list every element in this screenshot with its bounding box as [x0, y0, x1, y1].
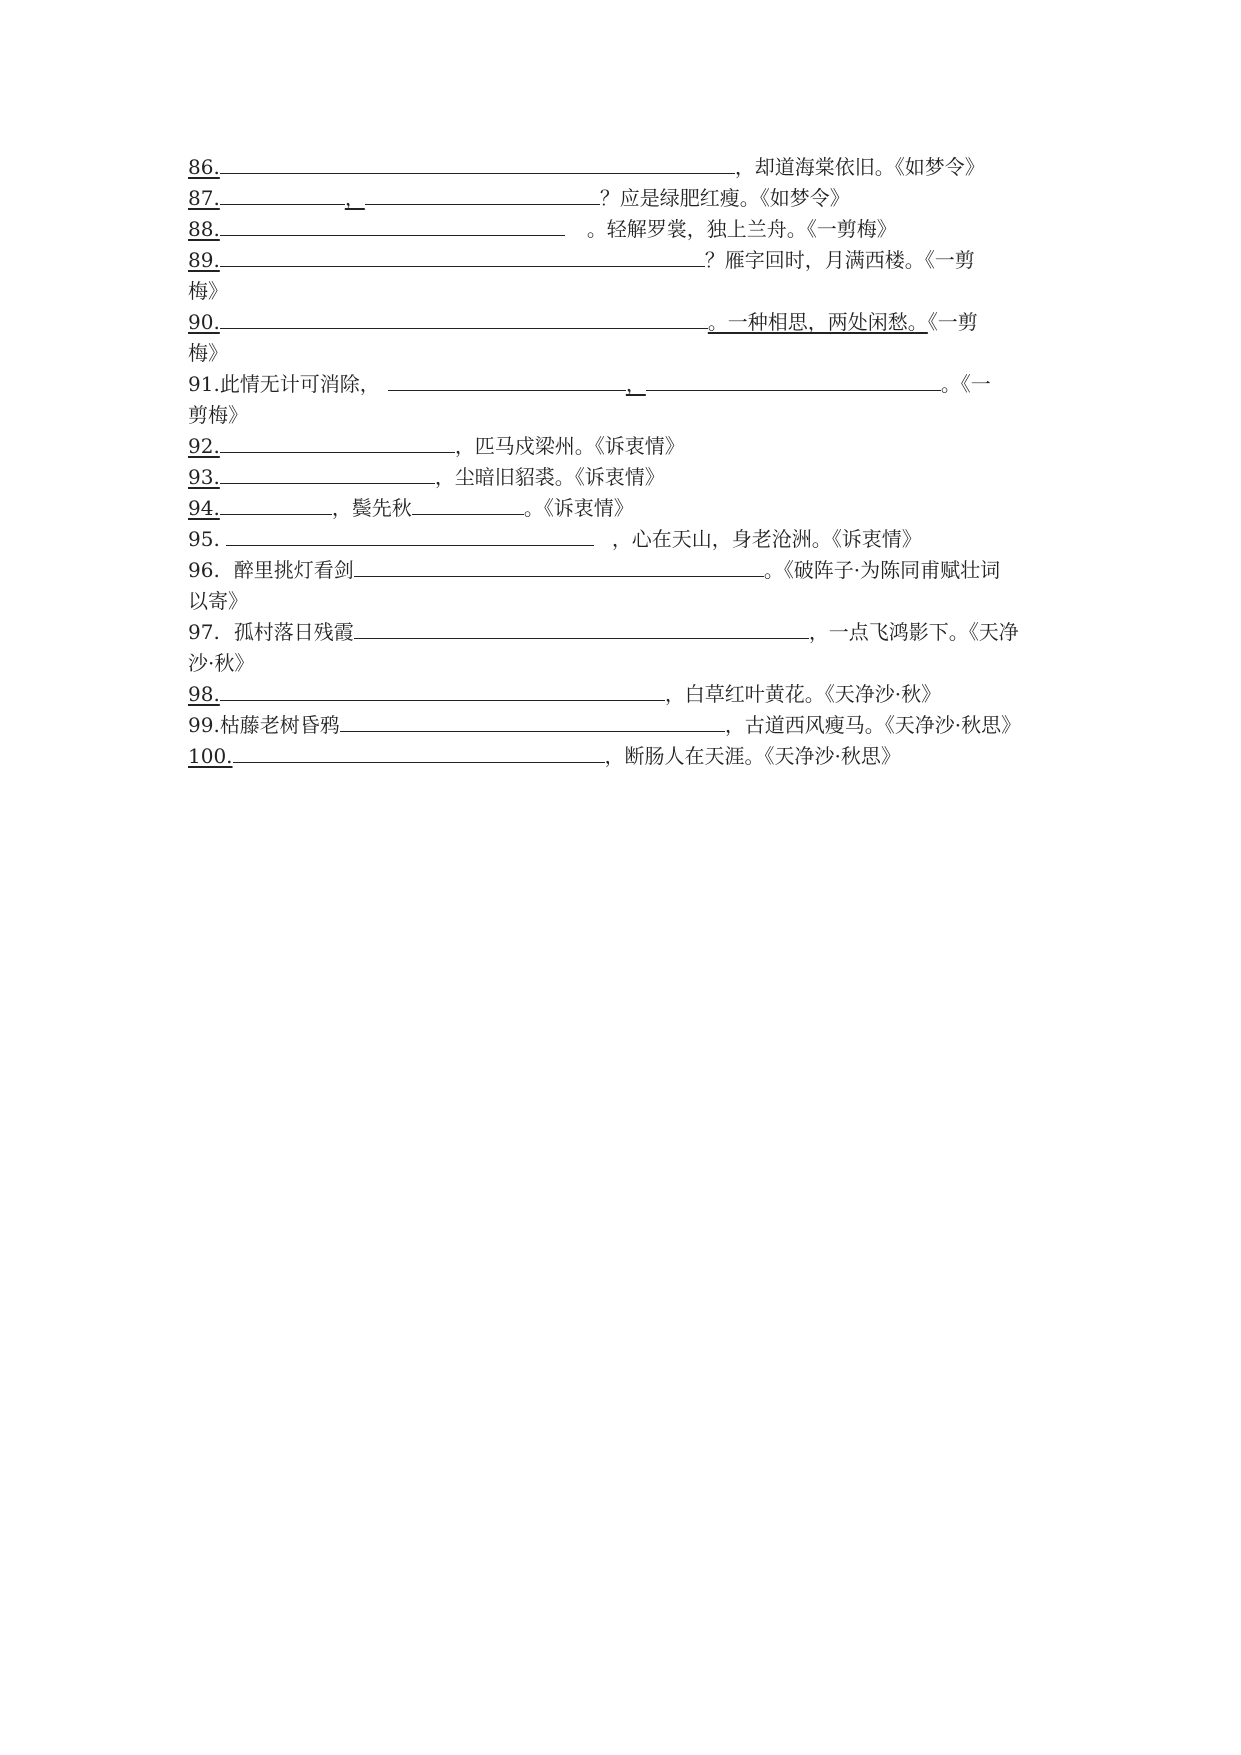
question-number: 99. [188, 713, 220, 737]
verse-text: ，白草红叶黄花。 [664, 682, 825, 706]
question-number: 88. [188, 217, 220, 241]
answer-blank[interactable] [365, 183, 600, 205]
verse-text: ，断肠人在天涯。 [604, 744, 765, 768]
verse-text: ，古道西风瘦马。 [724, 713, 885, 737]
answer-blank[interactable] [220, 245, 705, 267]
verse-text: 枯藤老树昏鸦 [219, 713, 340, 737]
question-86 [188, 152, 1068, 183]
answer-blank[interactable] [354, 555, 764, 577]
answer-blank[interactable] [388, 369, 626, 391]
poem-source: 《天净沙·秋思》 [884, 713, 1022, 737]
question-93 [188, 462, 1068, 493]
question-number: 98. [188, 682, 220, 706]
verse-text: 。轻解罗裳，独上兰舟。 [586, 217, 807, 241]
answer-blank[interactable] [220, 431, 455, 453]
question-99 [188, 710, 1068, 741]
poem-source: 《一剪梅》 [806, 217, 897, 241]
question-100 [188, 741, 1068, 772]
question-number: 96. [188, 558, 220, 582]
answer-blank[interactable] [220, 679, 665, 701]
question-94 [188, 493, 1068, 524]
question-number: 92. [188, 434, 220, 458]
poem-source: 《天净 [968, 620, 1019, 644]
answer-blank[interactable] [220, 307, 708, 329]
verse-text: ，尘暗旧貂裘。 [434, 465, 575, 489]
answer-blank[interactable] [220, 462, 435, 484]
verse-text: ？应是绿肥红瘦。 [599, 186, 760, 210]
question-90-continued [188, 338, 1068, 369]
poem-source: 《如梦令》 [894, 155, 985, 179]
question-number: 87. [188, 186, 220, 210]
verse-text: 醉里挑灯看剑 [233, 558, 354, 582]
poem-source: 剪梅》 [188, 403, 248, 427]
question-number: 90. [188, 310, 220, 334]
poem-source: 《一剪 [927, 310, 978, 334]
question-87 [188, 183, 1068, 214]
question-number: 89. [188, 248, 220, 272]
verse-text: ？雁字回时，月满西楼。 [704, 248, 925, 272]
question-89 [188, 245, 1068, 276]
poem-source: 。《一 [940, 372, 991, 396]
question-96 [188, 555, 1068, 586]
poem-source: 《破阵子·为陈同甫赋壮词 [783, 558, 1001, 582]
question-number: 93. [188, 465, 220, 489]
poem-source: 《天净沙·秋思》 [764, 744, 901, 768]
question-98 [188, 679, 1068, 710]
verse-text: 孤村落日残霞 [233, 620, 354, 644]
answer-blank[interactable] [220, 214, 565, 236]
poem-source: 沙·秋》 [188, 651, 255, 675]
verse-text: ， [344, 186, 365, 210]
answer-blank[interactable] [340, 710, 725, 732]
question-number: 100. [188, 744, 233, 768]
question-number: 91. [188, 372, 220, 396]
poem-source: 梅》 [188, 279, 228, 303]
poem-source: 梅》 [188, 341, 228, 365]
question-97 [188, 617, 1068, 648]
question-92 [188, 431, 1068, 462]
question-89-continued [188, 276, 1068, 307]
verse-text: ，一点飞鸿影下。 [808, 620, 969, 644]
answer-blank[interactable] [354, 617, 809, 639]
question-number: 97. [188, 620, 220, 644]
answer-blank[interactable] [646, 369, 941, 391]
verse-text: 。 [763, 558, 784, 582]
question-95 [188, 524, 1068, 555]
verse-text: ，心在天山，身老沧洲。 [611, 527, 832, 551]
verse-text: 。一种相思，两处闲愁。 [707, 310, 928, 334]
poem-source: 《诉衷情》 [831, 527, 922, 551]
question-number: 95. [188, 527, 220, 551]
question-90 [188, 307, 1068, 338]
verse-text: ，却道海棠依旧。 [734, 155, 895, 179]
verse-text: ， [625, 372, 646, 396]
question-number: 94. [188, 496, 220, 520]
poem-source: 《诉衷情》 [594, 434, 685, 458]
poem-source: 《一剪 [924, 248, 975, 272]
answer-blank[interactable] [412, 493, 524, 515]
verse-text: 此情无计可消除， [219, 372, 380, 396]
verse-text: ，匹马戍梁州。 [454, 434, 595, 458]
answer-blank[interactable] [220, 152, 735, 174]
poem-source: 《诉衷情》 [574, 465, 665, 489]
question-96-continued [188, 586, 1068, 617]
question-91 [188, 369, 1068, 400]
poem-source: 《天净沙·秋》 [824, 682, 942, 706]
question-91-continued [188, 400, 1068, 431]
answer-blank[interactable] [220, 183, 345, 205]
poem-source: 《诉衷情》 [543, 496, 634, 520]
worksheet [188, 152, 1068, 772]
poem-source: 《如梦令》 [759, 186, 850, 210]
verse-text: 。 [523, 496, 544, 520]
question-97-continued [188, 648, 1068, 679]
question-number: 86. [188, 155, 220, 179]
verse-text: ，鬓先秋 [331, 496, 412, 520]
answer-blank[interactable] [220, 493, 332, 515]
question-88 [188, 214, 1068, 245]
answer-blank[interactable] [226, 524, 594, 546]
answer-blank[interactable] [233, 741, 605, 763]
poem-source: 以寄》 [188, 589, 248, 613]
